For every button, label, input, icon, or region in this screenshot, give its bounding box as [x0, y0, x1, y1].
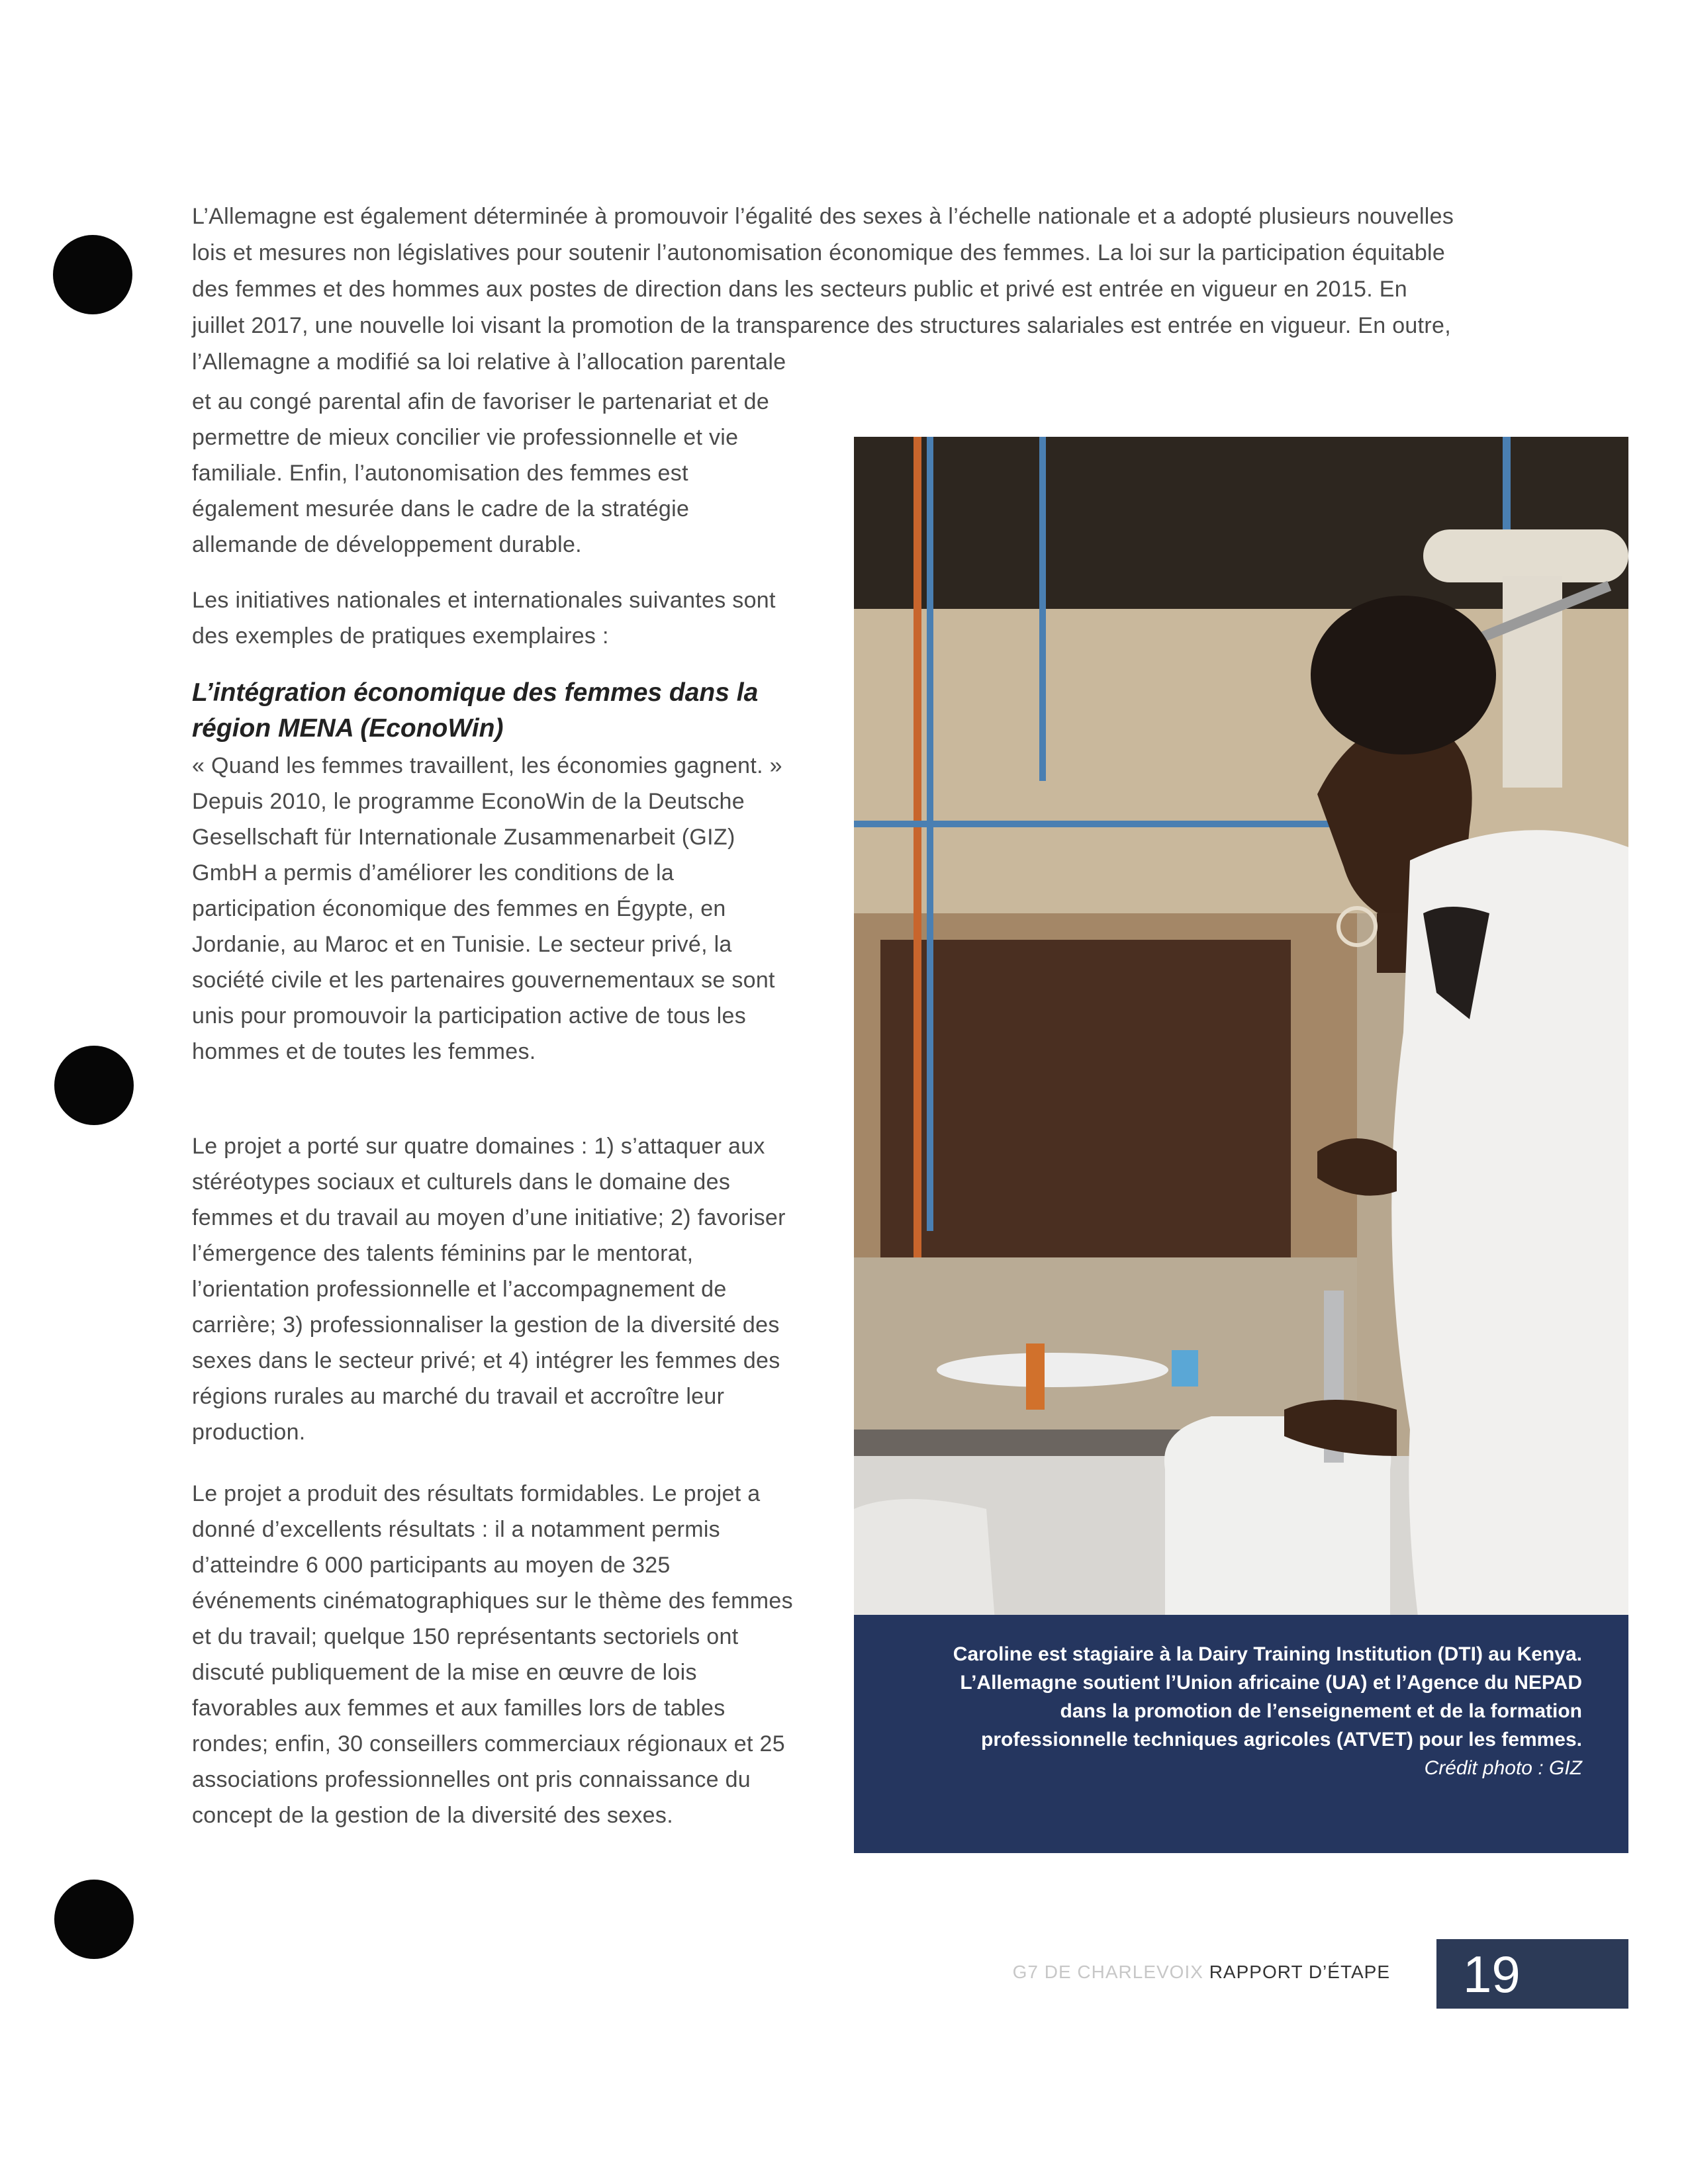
- footer-summit-name: G7 DE CHARLEVOIX: [1012, 1962, 1203, 1982]
- binder-hole-middle: [54, 1046, 134, 1125]
- binder-hole-bottom: [54, 1880, 134, 1959]
- photo-credit: Crédit photo : GIZ: [1424, 1757, 1582, 1779]
- initiatives-lead-paragraph: Les initiatives nationales et internationales suivantes sont des exemples de pratiques exemplaires :: [192, 588, 776, 649]
- caption-text: Caroline est stagiaire à la Dairy Training Institution (DTI) au Kenya. L’Allemagne soutient l’Union africaine (UA) et l’Agence du NEPAD dans la promotion de l’enseignement et de la formation professionnelle techniques agricoles (ATVET) pour les femmes.: [953, 1643, 1582, 1751]
- results-paragraph: Le projet a produit des résultats formidables. Le projet a donné d’excellents résultats : il a notamment permis d’atteindre 6 000 participants au moyen de 325 événements cinématographiques sur le thème des femmes et du travail; quelque 150 représentants sectoriels ont discuté publiquement de la mise en œuvre de lois favorables aux femmes et aux familles lors de tables rondes; enfin, 30 conseillers commerciaux régionaux et 25 associations professionnelles ont pris connaissance du concept de la gestion de la diversité des sexes.: [192, 1481, 793, 1828]
- footer-report-label: RAPPORT D’ÉTAPE: [1209, 1962, 1390, 1982]
- photo-caption: [854, 1615, 1628, 1853]
- domains-paragraph: Le projet a porté sur quatre domaines : 1) s’attaquer aux stéréotypes sociaux et culturels dans le domaine des femmes et du travail au moyen d’une initiative; 2) favoriser l’émergence des talents féminins par le mentorat, l’orientation professionnelle et l’accompagnement de carrière; 3) professionnaliser la gestion de la diversité des sexes dans le secteur privé; et 4) intégrer les femmes des régions rurales au marché du travail et accroître leur production.: [192, 1134, 786, 1445]
- econowin-paragraph: « Quand les femmes travaillent, les économies gagnent. » Depuis 2010, le programme EconoWin de la Deutsche Gesellschaft für Internationale Zusammenarbeit (GIZ) GmbH a permis d’améliorer les conditions de la participation économique des femmes en Égypte, en Jordanie, au Maroc et en Tunisie. Le secteur privé, la société civile et les partenaires gouvernementaux se sont unis pour promouvoir la participation active de tous les hommes et de toutes les femmes.: [192, 753, 782, 1064]
- page-number-box: [1436, 1939, 1628, 2009]
- binder-hole-top: [53, 235, 132, 314]
- section-heading: L’intégration économique des femmes dans la région MENA (EconoWin): [192, 678, 759, 743]
- intro-paragraph: L’Allemagne est également déterminée à promouvoir l’égalité des sexes à l’échelle nationale et a adopté plusieurs nouvelles lois et mesures non législatives pour soutenir l’autonomisation économique des femmes. La loi sur la participation équitable des femmes et des hommes aux postes de direction dans les secteurs public et privé est entrée en vigueur en 2015. En juillet 2017, une nouvelle loi visant la promotion de la transparence des structures salariales est entrée en vigueur. En outre, l’Allemagne a modifié sa loi relative à l’allocation parentale: [192, 204, 1454, 375]
- footer-label: [993, 1959, 1390, 1985]
- intro-continued-paragraph: et au congé parental afin de favoriser le partenariat et de permettre de mieux concilier vie professionnelle et vie familiale. Enfin, l’autonomisation des femmes est également mesurée dans le cadre de la stratégie allemande de développement durable.: [192, 389, 770, 557]
- page-number: 19: [1463, 1945, 1521, 2003]
